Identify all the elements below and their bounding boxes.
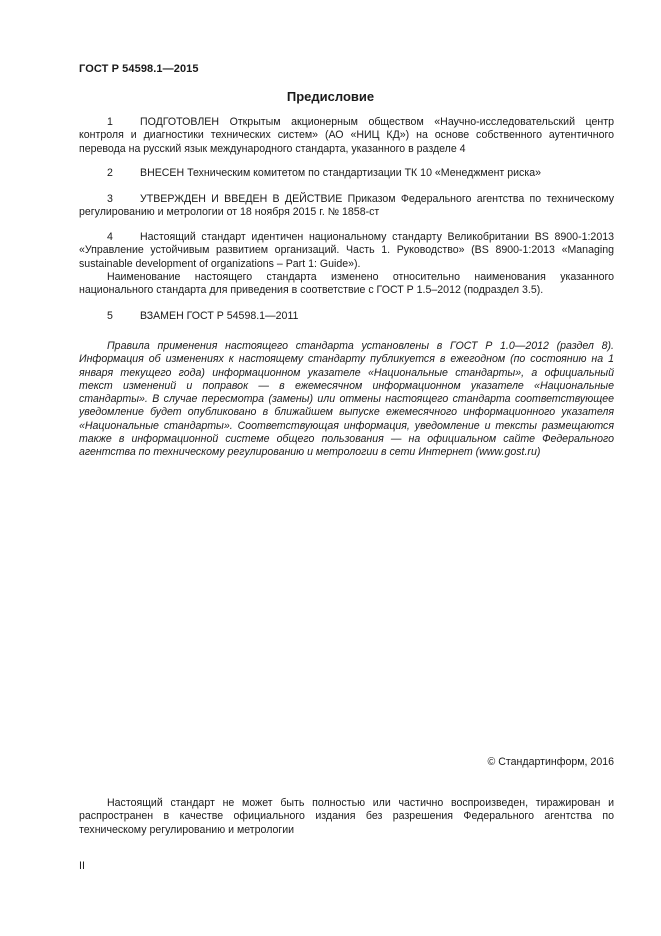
item-number: 1 bbox=[107, 116, 113, 128]
item-text: УТВЕРЖДЕН И ВВЕДЕН В ДЕЙСТВИЕ Приказом Федерального агентства по техническому регулированию и метрологии от 18 ноября 2015 г. № 1858-ст bbox=[79, 193, 614, 219]
reproduction-notice: Настоящий стандарт не может быть полностью или частично воспроизведен, тиражирован и распространен в качестве официального издания без разрешения Федерального агентства по техническому регулированию и метрологии bbox=[79, 797, 614, 836]
item-number: 2 bbox=[107, 167, 113, 179]
foreword-item-1 bbox=[79, 116, 614, 156]
rules-note bbox=[79, 340, 614, 460]
rules-note-text: Правила применения настоящего стандарта установлены в ГОСТ Р 1.0—2012 (раздел 8). Информация об изменениях к настоящему стандарту публикуется в ежегодном (по состоянию на 1 января текущего года) информационном указателе «Национальные стандарты», а официальный текст изменений и поправок — в ежемесячном информационном указателе «Национальные стандарты». В случае пересмотра (замены) или отмены настоящего стандарта соответствующее уведомление будет опубликовано в ближайшем выпуске ежемесячного информационного указателя «Национальные стандарты». Соответствующая информация, уведомление и тексты размещаются также в информационной системе общего пользования — на официальном сайте Федерального агентства по техническому регулированию и метрологии в сети Интернет (www.gost.ru) bbox=[79, 340, 614, 459]
item-number: 5 bbox=[107, 310, 113, 322]
item-text: ВЗАМЕН ГОСТ Р 54598.1—2011 bbox=[140, 310, 299, 322]
copyright: © Стандартинформ, 2016 bbox=[487, 756, 614, 768]
item-text: ВНЕСЕН Техническим комитетом по стандартизации ТК 10 «Менеджмент риска» bbox=[140, 167, 541, 179]
item-text: Настоящий стандарт идентичен национальному стандарту Великобритании BS 8900-1:2013 «Управление устойчивым развитием организаций. Часть 1. Руководство» (BS 8900-1:2013 «Managing sustainable development of organizations – Part 1: Guide»). bbox=[79, 231, 614, 270]
item-extra-text: Наименование настоящего стандарта изменено относительно наименования указанного национального стандарта для приведения в соответствие с ГОСТ Р 1.5–2012 (подраздел 3.5). bbox=[79, 270, 614, 297]
item-number: 4 bbox=[107, 231, 113, 243]
foreword-item-2 bbox=[79, 167, 614, 180]
foreword-item-5 bbox=[79, 310, 614, 323]
page-number: II bbox=[79, 860, 85, 872]
item-text: ПОДГОТОВЛЕН Открытым акционерным обществом «Научно-исследовательский центр контроля и диагностики технических систем» (АО «НИЦ КД») на основе собственного аутентичного перевода на русский язык международного стандарта, указанного в разделе 4 bbox=[79, 116, 614, 155]
foreword-item-4 bbox=[79, 231, 614, 297]
item-number: 3 bbox=[107, 193, 113, 205]
foreword-item-3 bbox=[79, 193, 614, 220]
page-title: Предисловие bbox=[286, 89, 375, 104]
standard-code: ГОСТ Р 54598.1—2015 bbox=[79, 63, 199, 75]
